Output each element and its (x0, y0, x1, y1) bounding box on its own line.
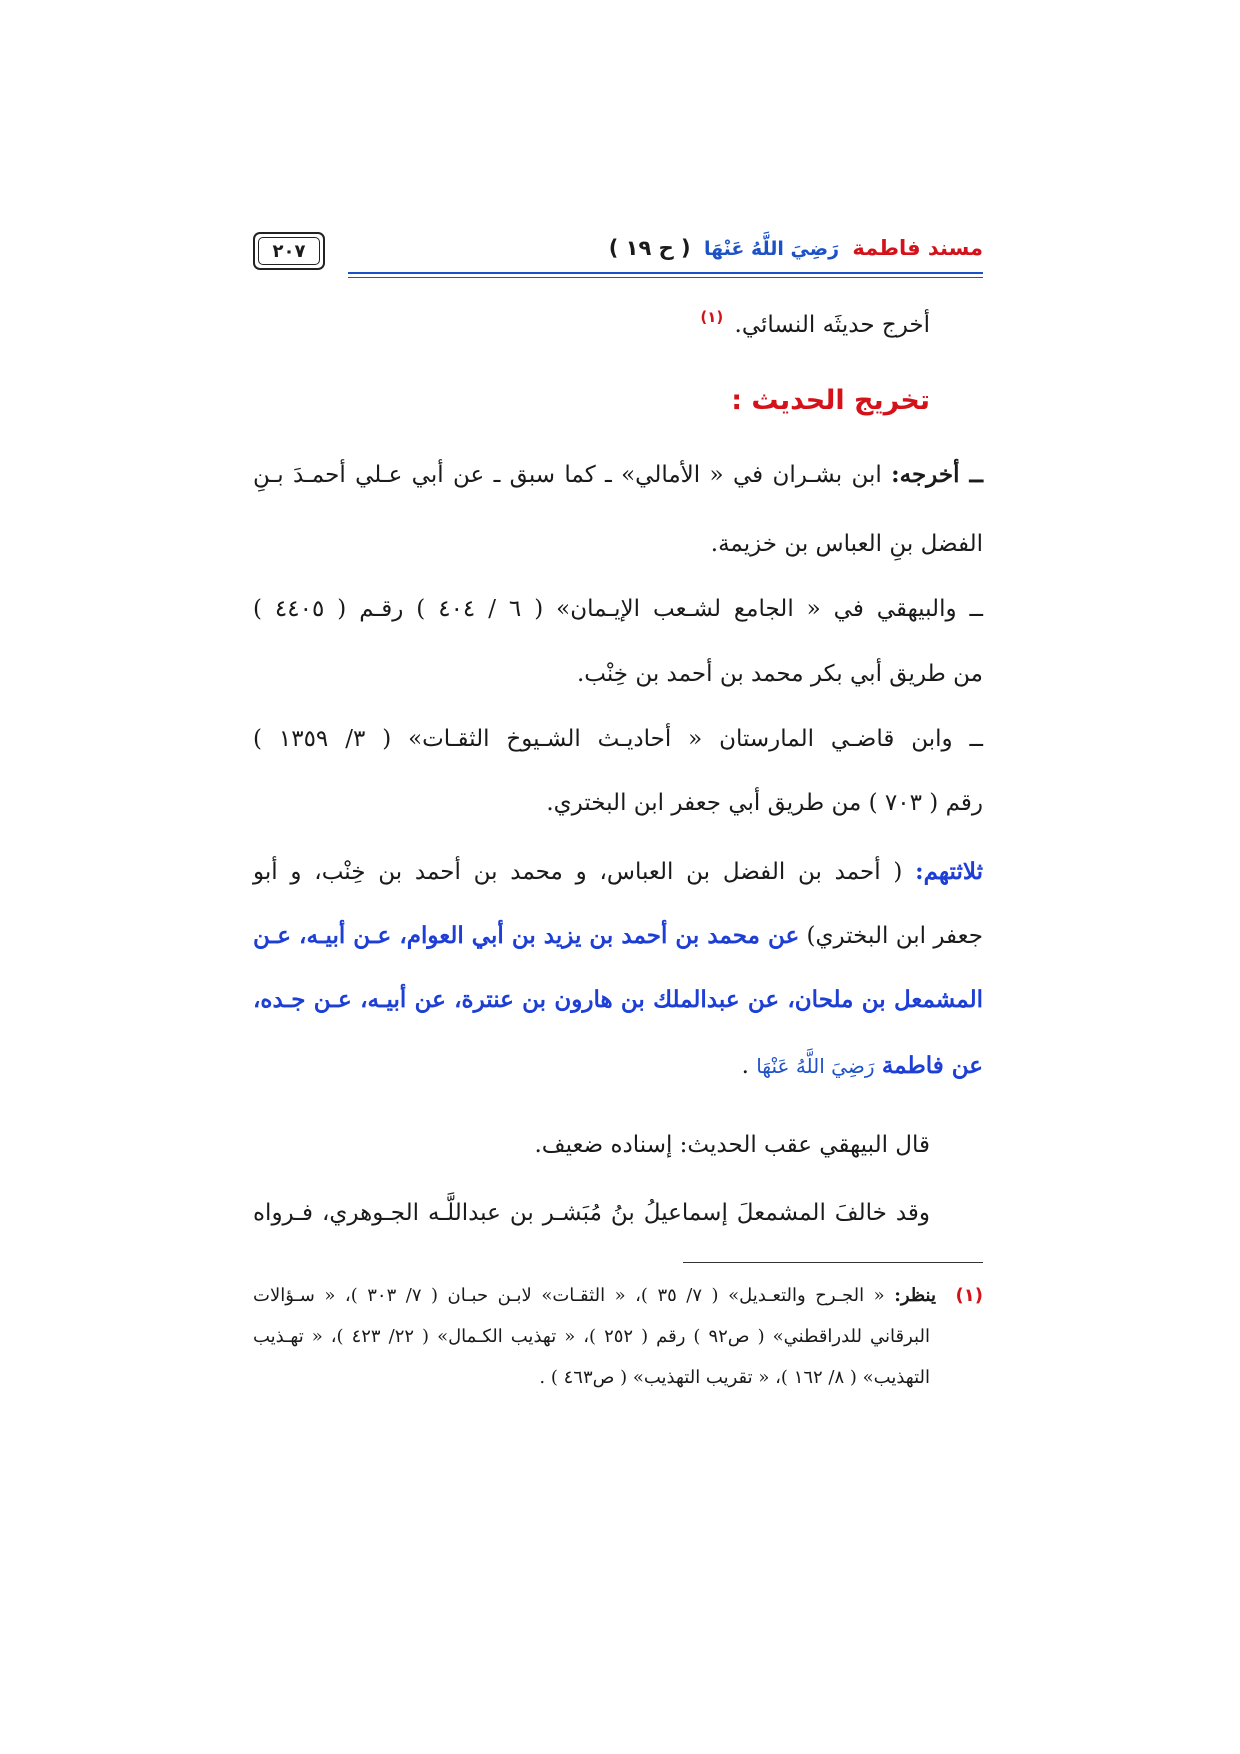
body-line-10 (253, 1049, 983, 1083)
body-line-4: من طريق أبي بكر محمد بن أحمد بن خِنْب. (576, 661, 983, 687)
honorific-calligraphy: رَضِيَ اللَّهُ عَنْهَا (756, 1054, 875, 1078)
section-heading: تخريج الحديث : (731, 385, 930, 416)
body-line-6: رقم ( ٧٠٣ ) من طريق أبي جعفر ابن البختري. (546, 790, 983, 816)
hadith-reference: ( ح ١٩ ) (608, 236, 691, 260)
isnad-text: عن فاطمة (881, 1052, 983, 1079)
page-number-frame (253, 232, 325, 270)
footnote-lead: ينظر: (894, 1285, 936, 1306)
footnote-marker: (١) (700, 308, 724, 326)
body-line-2: الفضل بنِ العباس بن خزيمة. (710, 531, 983, 557)
footnote-line-2: البرقاني للدراقطني» ( ص٩٢ ) رقم ( ٢٥٢ )، « تهذيب الكـمال» ( ٢٢/ ٤٢٣ )، « تهـذيب (253, 1326, 930, 1347)
intro-line (700, 300, 930, 342)
body-line-3: ــ والبيهقي في « الجامع لشـعب الإيـمان» ( ٦ / ٤٠٤ ) رقـم ( ٤٤٠٥ ) (253, 596, 983, 622)
footnote-text: « الجـرح والتعـديل» ( ٧/ ٣٥ )، « الثقـات» لابـن حبـان ( ٧/ ٣٠٣ )، « سـؤالات (253, 1285, 885, 1306)
footnote-separator (683, 1262, 983, 1263)
body-line-5: ــ وابن قاضـي المارستان « أحاديـث الشـيوخ الثقـات» ( ٣/ ١٣٥٩ ) (253, 726, 984, 752)
body-line-9: المشمعل بن ملحان، عن عبدالملك بن هارون بن عنترة، عن أبيـه، عـن جـده، (253, 986, 983, 1013)
body-line-12: وقد خالفَ المشمعلَ إسماعيلُ بنُ مُبَشـر بن عبداللَّـه الجـوهري، فـرواه (253, 1200, 930, 1226)
body-line-1 (253, 458, 983, 492)
lead-word: ثلاثتهم: (915, 858, 983, 885)
page-number: ٢٠٧ (272, 240, 306, 262)
running-title (609, 236, 983, 260)
line-text: ( أحمد بن الفضل بن العباس، و محمد بن أحمد بن خِنْب، و أبو (253, 859, 903, 885)
footnote-number: (١) (955, 1285, 983, 1306)
body-line-7 (253, 855, 983, 889)
line-text: ابن بشـران في « الأمالي» ـ كما سبق ـ عن أبي عـلي أحمـدَ بـنِ (253, 462, 882, 488)
line-end: . (741, 1053, 749, 1079)
body-line-11: قال البيهقي عقب الحديث: إسناده ضعيف. (534, 1132, 930, 1158)
book-title: مسند فاطمة (852, 236, 983, 260)
header-rule-thin (348, 277, 983, 278)
line-text: جعفر ابن البختري) (806, 923, 983, 949)
footnote-line-3: التهذيب» ( ٨/ ١٦٢ )، « تقريب التهذيب» ( ص٤٦٣ ) . (539, 1367, 930, 1388)
header-rule (348, 272, 983, 274)
footnote-line-1 (253, 1282, 983, 1310)
page-header (253, 236, 983, 278)
isnad-text: عن محمد بن أحمد بن يزيد بن أبي العوام، عـن أبيـه، عـن (253, 922, 800, 949)
lead-word: ــ أخرجه: (891, 461, 983, 488)
intro-text: أخرج حديثَه النسائي. (734, 312, 930, 338)
honorific-calligraphy: رَضِيَ اللَّهُ عَنْهَا (703, 238, 840, 260)
body-line-8 (253, 919, 983, 953)
